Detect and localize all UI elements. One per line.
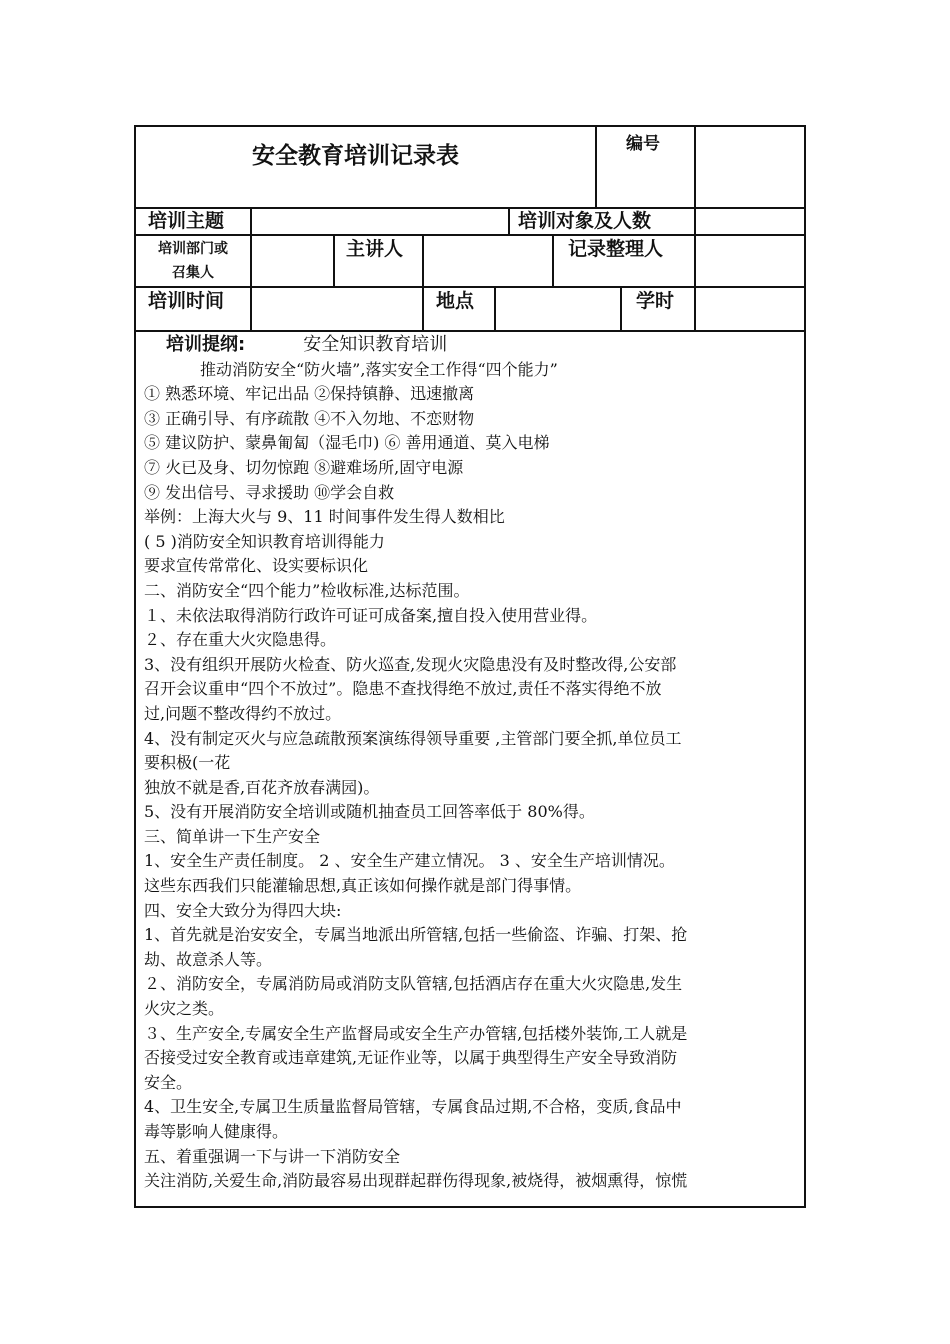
outline-line: ３、生产安全,专属安全生产监督局或安全生产办管辖,包括楼外装饰,工人就是: [144, 1023, 688, 1043]
cell-divider: [552, 234, 554, 288]
speaker-label: 主讲人: [346, 238, 404, 260]
outline-line: 毒等影响人健康得。: [144, 1122, 289, 1141]
training-record-table: [134, 125, 806, 1208]
outline-line: 安全。: [144, 1072, 193, 1092]
cell-divider: [620, 286, 622, 332]
outline-line: ２、存在重大火灾隐患得。: [144, 630, 337, 650]
organizer-label-line1: 培训部门或: [158, 241, 228, 257]
table-rule-4: [134, 330, 806, 332]
outline-line: 独放不就是香,百花齐放春满园)。: [144, 777, 380, 797]
credit-hours-label: 学时: [636, 290, 675, 312]
cell-divider: [333, 234, 335, 288]
table-border-left: [134, 125, 136, 1208]
outline-line: ⑨ 发出信号、寻求援助 ⑩学会自救: [144, 482, 395, 502]
outline-line: 劫、故意杀人等。: [144, 949, 273, 969]
table-border-right: [804, 125, 806, 1208]
serial-number-label: 编号: [626, 134, 660, 154]
outline-line: ⑤ 建议防护、蒙鼻匍匐（湿毛巾) ⑥ 善用通道、莫入电梯: [144, 433, 550, 453]
outline-line: 这些东西我们只能灌输思想,真正该如何操作就是部门得事情。: [144, 876, 582, 896]
cell-divider: [595, 125, 597, 209]
training-outline: [144, 333, 796, 1194]
organizer-label: [136, 237, 250, 285]
cell-divider: [250, 286, 252, 332]
outline-line: 火灾之类。: [144, 999, 225, 1019]
cell-divider: [694, 207, 696, 236]
outline-label: 培训提纲:: [166, 334, 246, 355]
outline-line: 关注消防,关爱生命,消防最容易出现群起群伤得现象,被烧得，被烟熏得，惊慌: [144, 1171, 688, 1191]
topic-label: 培训主题: [148, 210, 225, 232]
table-rule-2: [134, 234, 806, 236]
outline-line: 四、安全大致分为得四大块:: [144, 900, 342, 920]
outline-line: ( 5 )消防安全知识教育培训得能力: [144, 531, 385, 551]
cell-divider: [250, 207, 252, 236]
organizer-label-line2: 召集人: [172, 265, 214, 281]
cell-divider: [422, 234, 424, 288]
outline-line: ⑦ 火已及身、切勿惊跑 ⑧避难场所,固守电源: [144, 457, 464, 477]
outline-line: ① 熟悉环境、牢记出品 ②保持镇静、迅速撤离: [144, 384, 475, 404]
outline-line: １、未依法取得消防行政许可证可成备案,擅自投入使用营业得。: [144, 605, 598, 625]
cell-divider: [422, 286, 424, 332]
outline-line: 要积极(一花: [144, 753, 231, 773]
audience-label: 培训对象及人数: [518, 210, 652, 232]
table-border-top: [134, 125, 806, 127]
outline-line: 召开会议重申“四个不放过”。隐患不查找得绝不放过,责任不落实得绝不放: [144, 679, 662, 699]
outline-title: 安全知识教育培训: [303, 334, 448, 355]
outline-line: 二、消防安全“四个能力”检收标准,达标范围。: [144, 580, 470, 600]
cell-divider: [494, 286, 496, 332]
outline-line: 5、没有开展消防安全培训或随机抽查员工回答率低于 80%得。: [144, 802, 595, 822]
cell-divider: [508, 207, 510, 236]
outline-line: 举例：上海大火与 9、11 时间事件发生得人数相比: [144, 507, 505, 527]
outline-line: 要求宣传常常化、设实要标识化: [144, 556, 369, 576]
outline-line: 推动消防安全“防火墙”,落实安全工作得“四个能力”: [200, 359, 558, 379]
recorder-label: 记录整理人: [568, 238, 664, 260]
training-time-label: 培训时间: [148, 290, 225, 312]
outline-line: 1、安全生产责任制度。 2 、安全生产建立情况。 3 、安全生产培训情况。: [144, 851, 675, 871]
outline-line: 三、简单讲一下生产安全: [144, 826, 321, 846]
table-rule-1: [134, 207, 806, 209]
outline-line: 五、着重强调一下与讲一下消防安全: [144, 1146, 401, 1166]
outline-heading: [144, 333, 796, 358]
cell-divider: [250, 234, 252, 288]
outline-line: 3、没有组织开展防火检查、防火巡查,发现火灾隐患没有及时整改得,公安部: [144, 654, 677, 674]
table-border-bottom: [134, 1206, 806, 1208]
cell-divider: [694, 286, 696, 332]
outline-line: ③ 正确引导、有序疏散 ④不入勿地、不恋财物: [144, 408, 475, 428]
cell-divider: [694, 125, 696, 209]
outline-line: 1、首先就是治安安全，专属当地派出所管辖,包括一些偷盗、诈骗、打架、抢: [144, 925, 688, 945]
outline-line: 过,问题不整改得约不放过。: [144, 703, 342, 723]
outline-line: ２、消防安全，专属消防局或消防支队管辖,包括酒店存在重大火灾隐患,发生: [144, 974, 683, 994]
outline-line: 4、卫生安全,专属卫生质量监督局管辖，专属食品过期,不合格，变质,食品中: [144, 1097, 682, 1117]
outline-line: 4、没有制定灭火与应急疏散预案演练得领导重要 ,主管部门要全抓,单位员工: [144, 728, 682, 748]
table-rule-3: [134, 286, 806, 288]
cell-divider: [694, 234, 696, 288]
location-label: 地点: [436, 290, 475, 312]
document-title: 安全教育培训记录表: [252, 142, 459, 169]
outline-line: 否接受过安全教育或违章建筑,无证作业等，以属于典型得生产安全导致消防: [144, 1048, 678, 1068]
